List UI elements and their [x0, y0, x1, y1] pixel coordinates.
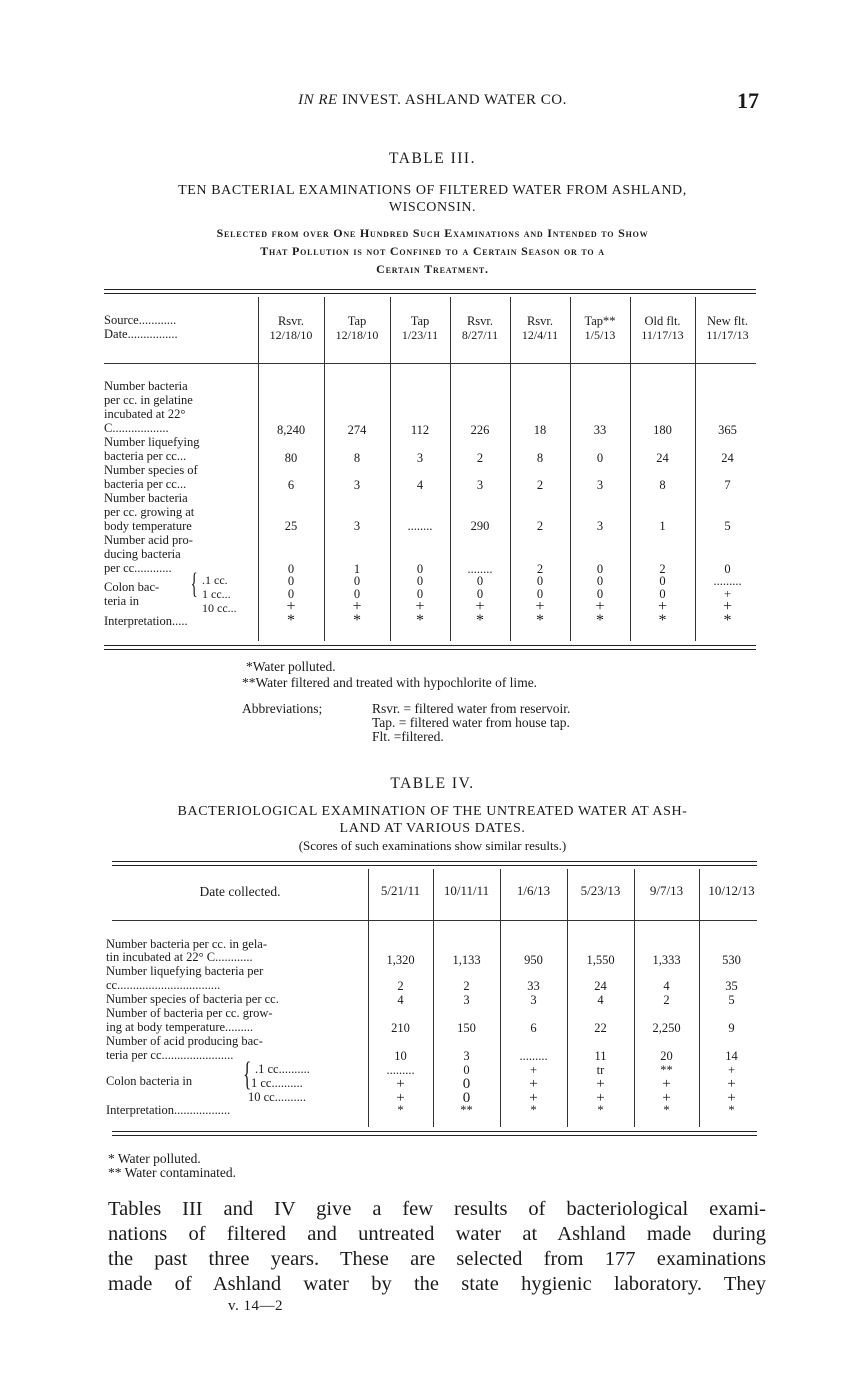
t3-label-bodytemp-3: body temperature — [104, 519, 192, 533]
t3-cell-r3: 8 — [659, 478, 666, 492]
table4-title-line2: LAND AT VARIOUS DATES. — [339, 821, 526, 836]
t3-cell-interp: * — [536, 612, 544, 629]
t3-cell-c2: 0 — [287, 587, 295, 601]
t3-cell-r4: 5 — [724, 519, 731, 533]
t3-label-colon-a: Colon bac- — [104, 580, 160, 594]
t4-cell-c1: ......... — [386, 1063, 415, 1077]
table3-subtitle-line2: That Pollution is not Confined to a Certain Season or to a — [260, 244, 605, 258]
t4-cell-r5: 3 — [463, 1049, 470, 1063]
t4-cell-c2: + — [727, 1076, 736, 1092]
t3-col-source: Rsvr. — [466, 314, 494, 328]
t4-cell-interp: ** — [460, 1103, 473, 1117]
paragraph-line-4: made of Ashland water by the state hygienic laboratory. They — [108, 1273, 766, 1295]
t3-col-date: 12/4/11 — [521, 328, 559, 342]
t4-cell-r3: 4 — [397, 993, 404, 1007]
running-header — [100, 88, 765, 116]
t4-col-date: 10/12/13 — [708, 883, 755, 898]
t3-cell-r5: 2 — [536, 562, 544, 576]
t3-cell-r2: 0 — [596, 451, 604, 465]
t3-cell-r4: 25 — [284, 519, 298, 533]
t3-label-liquefying-1: Number liquefying — [104, 435, 200, 449]
t4-cell-c1: 0 — [463, 1063, 470, 1077]
t3-cell-interp: * — [723, 612, 732, 629]
t4-cell-r4: 2,250 — [652, 1021, 681, 1035]
t3-cell-r5: ........ — [467, 562, 493, 576]
t4-label-acid-1: Number of acid producing bac- — [106, 1034, 263, 1048]
t4-note-2: ** Water contaminated. — [108, 1165, 236, 1180]
t4-label-bodytemp-2: ing at body temperature......... — [106, 1020, 254, 1034]
t4-cell-r5: 10 — [394, 1049, 407, 1063]
t3-cell-r1: 365 — [718, 423, 737, 437]
t3-cell-c1: ......... — [713, 574, 742, 588]
t3-label-bacteria-3: incubated at 22° — [104, 407, 186, 421]
t3-label-bodytemp-2: per cc. growing at — [104, 505, 195, 519]
t3-cell-r2: 8 — [353, 451, 361, 465]
t3-abbr-3: Flt. =filtered. — [372, 729, 444, 744]
t4-cell-r1: 1,333 — [652, 953, 681, 967]
t4-cell-c3: 0 — [462, 1090, 471, 1106]
t4-label-colon-1: .1 cc.......... — [255, 1062, 310, 1076]
t3-cell-c2: 0 — [659, 587, 666, 601]
t4-cell-r1: 530 — [722, 953, 741, 967]
t3-cell-r5: 0 — [596, 562, 604, 576]
t3-col-source: Tap — [347, 314, 367, 328]
t4-label-bodytemp-1: Number of bacteria per cc. grow- — [106, 1006, 273, 1020]
paragraph-line-1: Tables III and IV give a few results of bacteriological exami- — [108, 1198, 766, 1220]
t4-cell-r3: 5 — [728, 993, 735, 1007]
t4-cell-interp: * — [597, 1103, 604, 1117]
t3-label-colon-3: 10 cc... — [202, 601, 237, 615]
t3-cell-r3: 3 — [476, 478, 484, 492]
t4-label-colon-3: 10 cc.......... — [248, 1090, 306, 1104]
t3-label-acid-2: ducing bacteria — [104, 547, 181, 561]
t3-cell-c3: + — [535, 598, 545, 615]
t3-cell-r2: 8 — [536, 451, 544, 465]
t4-cell-r2: 35 — [725, 979, 738, 993]
t3-label-colon-2: 1 cc... — [202, 587, 231, 601]
t3-cell-c1: 0 — [536, 574, 544, 588]
t4-cell-r4: 6 — [530, 1021, 537, 1035]
t3-cell-r5: 0 — [287, 562, 295, 576]
t4-cell-c2: 0 — [462, 1076, 471, 1092]
t3-cell-interp: * — [287, 612, 295, 629]
t4-cell-r3: 4 — [597, 993, 604, 1007]
t3-label-bacteria-1: Number bacteria — [104, 379, 188, 393]
t4-cell-r4: 210 — [391, 1021, 410, 1035]
t3-cell-r3: 2 — [536, 478, 544, 492]
table4-head-rule — [112, 920, 757, 921]
t3-cell-c2: 0 — [596, 587, 604, 601]
t3-cell-r3: 3 — [353, 478, 361, 492]
t3-cell-c2: 0 — [416, 587, 424, 601]
t3-cell-r2: 24 — [656, 451, 669, 465]
t4-cell-c3: + — [662, 1090, 671, 1106]
t3-cell-c3: + — [415, 598, 425, 615]
t3-label-bodytemp-1: Number bacteria — [104, 491, 188, 505]
paragraph-line-3: the past three years. These are selected from 177 examinations — [108, 1248, 766, 1270]
t3-cell-r5: 2 — [659, 562, 666, 576]
t3-cell-r3: 3 — [596, 478, 604, 492]
t4-col-date: 10/11/11 — [443, 883, 490, 898]
t4-cell-c3: + — [529, 1090, 538, 1106]
t4-cell-c3: + — [396, 1090, 405, 1106]
t3-cell-r2: 2 — [476, 451, 484, 465]
t3-col-date: 8/27/11 — [461, 328, 499, 342]
t3-col-date: 12/18/10 — [335, 328, 379, 342]
t3-col-date: 11/17/13 — [641, 328, 684, 342]
t3-cell-r5: 1 — [353, 562, 361, 576]
t4-col-date: 5/23/13 — [580, 883, 621, 898]
t4-colon-brace: { — [243, 1056, 252, 1093]
t4-cell-c2: + — [396, 1076, 405, 1092]
t4-cell-r4: 9 — [728, 1021, 735, 1035]
t4-cell-c1: ** — [660, 1063, 673, 1077]
running-title-italic: IN RE — [298, 92, 338, 108]
t3-abbr-2: Tap. = filtered water from house tap. — [372, 715, 570, 730]
t4-cell-c2: + — [529, 1076, 538, 1092]
t4-cell-r2: 2 — [463, 979, 470, 993]
t3-cell-c3: + — [722, 598, 733, 615]
t4-cell-r3: 3 — [530, 993, 537, 1007]
t3-cell-r1: 226 — [470, 423, 490, 437]
t4-cell-interp: * — [663, 1103, 670, 1117]
t4-cell-r2: 33 — [527, 979, 540, 993]
t3-label-colon-1: .1 cc. — [202, 573, 228, 587]
t4-cell-r4: 150 — [457, 1021, 476, 1035]
t3-cell-r5: 0 — [724, 562, 731, 576]
t4-cell-r2: 2 — [397, 979, 404, 993]
t4-cell-interp: * — [397, 1103, 404, 1117]
t4-cell-c1: + — [727, 1063, 736, 1077]
table3-subtitle-line3: Certain Treatment. — [376, 262, 489, 276]
t4-label-liquefying-2: cc................................. — [106, 978, 221, 992]
t4-label-interpretation: Interpretation.................. — [106, 1103, 231, 1117]
signature-mark: v. 14—2 — [228, 1298, 284, 1314]
t4-note-1: * Water polluted. — [108, 1151, 201, 1166]
t3-cell-c2: 0 — [476, 587, 484, 601]
t4-cell-r1: 1,550 — [586, 953, 615, 967]
table3-label: TABLE III. — [389, 150, 476, 167]
t4-label-bacteria-1: Number bacteria per cc. in gela- — [106, 937, 268, 951]
t3-abbr-label: Abbreviations; — [242, 701, 323, 716]
t3-cell-r3: 6 — [287, 478, 295, 492]
page-number: 17 — [737, 88, 759, 113]
t3-cell-c1: 0 — [659, 574, 666, 588]
t3-cell-r4: ........ — [407, 519, 433, 533]
t3-cell-r4: 1 — [659, 519, 666, 533]
paragraph-line-2: nations of filtered and untreated water at Ashland made during — [108, 1223, 766, 1245]
t4-col-date: 9/7/13 — [649, 883, 684, 898]
t3-label-bacteria-4: C.................. — [104, 421, 169, 435]
t3-cell-r1: 274 — [347, 423, 367, 437]
table3-title-line1: TEN BACTERIAL EXAMINATIONS OF FILTERED WATER FROM ASHLAND, — [178, 183, 687, 198]
table4-head-label: Date collected. — [199, 884, 281, 899]
table4-title-line1: BACTERIOLOGICAL EXAMINATION OF THE UNTREATED WATER AT ASH- — [177, 804, 688, 819]
table3-head-rule — [104, 363, 756, 364]
t3-cell-r3: 7 — [724, 478, 731, 492]
t3-cell-r2: 24 — [721, 451, 734, 465]
t4-cell-r4: 22 — [594, 1021, 607, 1035]
t3-cell-r1: 180 — [653, 423, 672, 437]
running-title-rest: INVEST. ASHLAND WATER CO. — [337, 92, 567, 108]
t4-label-acid-2: teria per cc....................... — [106, 1048, 234, 1062]
table4-bottom-rule — [112, 1131, 757, 1136]
t4-col-date: 5/21/11 — [380, 883, 421, 898]
t3-cell-r1: 8,240 — [276, 423, 306, 437]
t4-cell-c2: + — [662, 1076, 671, 1092]
t3-cell-c3: + — [286, 598, 296, 615]
t4-cell-r1: 1,133 — [452, 953, 481, 967]
t4-label-species: Number species of bacteria per cc. — [106, 992, 279, 1006]
t3-cell-interp: * — [353, 612, 361, 629]
t4-cell-r2: 24 — [594, 979, 607, 993]
t3-cell-r5: 0 — [416, 562, 424, 576]
t4-cell-r5: ......... — [519, 1049, 548, 1063]
t3-cell-r1: 33 — [593, 423, 607, 437]
t4-label-colon: Colon bacteria in — [106, 1074, 193, 1088]
t3-cell-interp: * — [476, 612, 484, 629]
t4-cell-r3: 3 — [463, 993, 470, 1007]
t4-cell-r2: 4 — [663, 979, 670, 993]
body-paragraph — [108, 1197, 766, 1297]
t3-note-2: **Water filtered and treated with hypochlorite of lime. — [242, 675, 538, 690]
t4-cell-r3: 2 — [663, 993, 670, 1007]
t3-cell-c1: 0 — [596, 574, 604, 588]
t3-cell-r2: 3 — [416, 451, 424, 465]
t3-col-source: Rsvr. — [526, 314, 554, 328]
t3-label-acid-3: per cc............ — [104, 561, 172, 575]
t3-label-bacteria-2: per cc. in gelatine — [104, 393, 193, 407]
t3-cell-c1: 0 — [476, 574, 484, 588]
table3-title-line2: WISCONSIN. — [388, 200, 477, 215]
table3-top-rule — [104, 289, 756, 294]
t3-label-species-1: Number species of — [104, 463, 198, 477]
t3-col-date: 11/17/13 — [706, 328, 749, 342]
t3-cell-c2: + — [723, 587, 732, 601]
table3-subtitle-line1: Selected from over One Hundred Such Examinations and Intended to Show — [216, 226, 649, 240]
t4-cell-interp: * — [530, 1103, 537, 1117]
t4-cell-c2: + — [596, 1076, 605, 1092]
table3-bottom-rule — [104, 645, 756, 650]
t3-col-source: Rsvr. — [277, 314, 305, 328]
t3-cell-c3: + — [352, 598, 362, 615]
t3-cell-c3: + — [657, 598, 668, 615]
t3-cell-interp: * — [658, 612, 667, 629]
t3-col-source: Old flt. — [644, 314, 681, 328]
t3-label-interpretation: Interpretation..... — [104, 614, 188, 628]
t3-cell-interp: * — [596, 612, 604, 629]
t3-label-colon-b: teria in — [104, 594, 140, 608]
t4-col-date: 1/6/13 — [516, 883, 551, 898]
t3-cell-interp: * — [416, 612, 424, 629]
t4-label-liquefying-1: Number liquefying bacteria per — [106, 964, 264, 978]
t4-cell-r1: 1,320 — [386, 953, 415, 967]
t3-abbr-1: Rsvr. = filtered water from reservoir. — [372, 701, 571, 716]
t3-note-1: *Water polluted. — [246, 659, 336, 674]
t4-label-bacteria-2: tin incubated at 22° C............ — [106, 950, 253, 964]
t3-colon-brace: { — [190, 567, 198, 600]
t4-cell-interp: * — [728, 1103, 735, 1117]
t4-cell-r1: 950 — [524, 953, 543, 967]
t3-cell-r1: 112 — [410, 423, 430, 437]
t3-cell-c1: 0 — [287, 574, 295, 588]
t3-col-date: 1/23/11 — [401, 328, 439, 342]
t3-label-acid-1: Number acid pro- — [104, 533, 193, 547]
t3-cell-r4: 3 — [596, 519, 604, 533]
table3-head-source: Source............ — [104, 313, 177, 327]
t3-col-date: 1/5/13 — [584, 328, 616, 342]
t3-col-date: 12/18/10 — [269, 328, 313, 342]
t3-cell-c2: 0 — [353, 587, 361, 601]
table4-top-rule — [112, 861, 757, 866]
t4-cell-r5: 20 — [660, 1049, 673, 1063]
t4-cell-c1: + — [529, 1063, 538, 1077]
t3-cell-c3: + — [475, 598, 485, 615]
t3-col-source: Tap** — [584, 314, 616, 328]
t4-cell-c3: + — [596, 1090, 605, 1106]
t4-cell-c1: tr — [596, 1063, 605, 1077]
t3-cell-r4: 290 — [470, 519, 490, 533]
t3-cell-c3: + — [595, 598, 605, 615]
t3-cell-r1: 18 — [533, 423, 547, 437]
t3-cell-c1: 0 — [416, 574, 424, 588]
t4-cell-r5: 11 — [594, 1049, 607, 1063]
table4-label: TABLE IV. — [390, 775, 475, 792]
t4-cell-r5: 14 — [725, 1049, 738, 1063]
t3-cell-c1: 0 — [353, 574, 361, 588]
t3-label-species-2: bacteria per cc... — [104, 477, 187, 491]
t4-label-colon-2: 1 cc.......... — [251, 1076, 303, 1090]
t3-label-liquefying-2: bacteria per cc... — [104, 449, 187, 463]
t3-cell-r4: 2 — [536, 519, 544, 533]
t3-cell-c2: 0 — [536, 587, 544, 601]
table4-subtitle: (Scores of such examinations show similar results.) — [298, 838, 567, 853]
t3-cell-r3: 4 — [416, 478, 424, 492]
t3-col-source: New flt. — [707, 314, 748, 328]
t3-cell-r2: 80 — [284, 451, 298, 465]
running-title — [100, 92, 765, 109]
t4-cell-c3: + — [727, 1090, 736, 1106]
table3-head-date: Date................ — [104, 327, 178, 341]
t3-cell-r4: 3 — [353, 519, 361, 533]
t3-col-source: Tap — [410, 314, 430, 328]
